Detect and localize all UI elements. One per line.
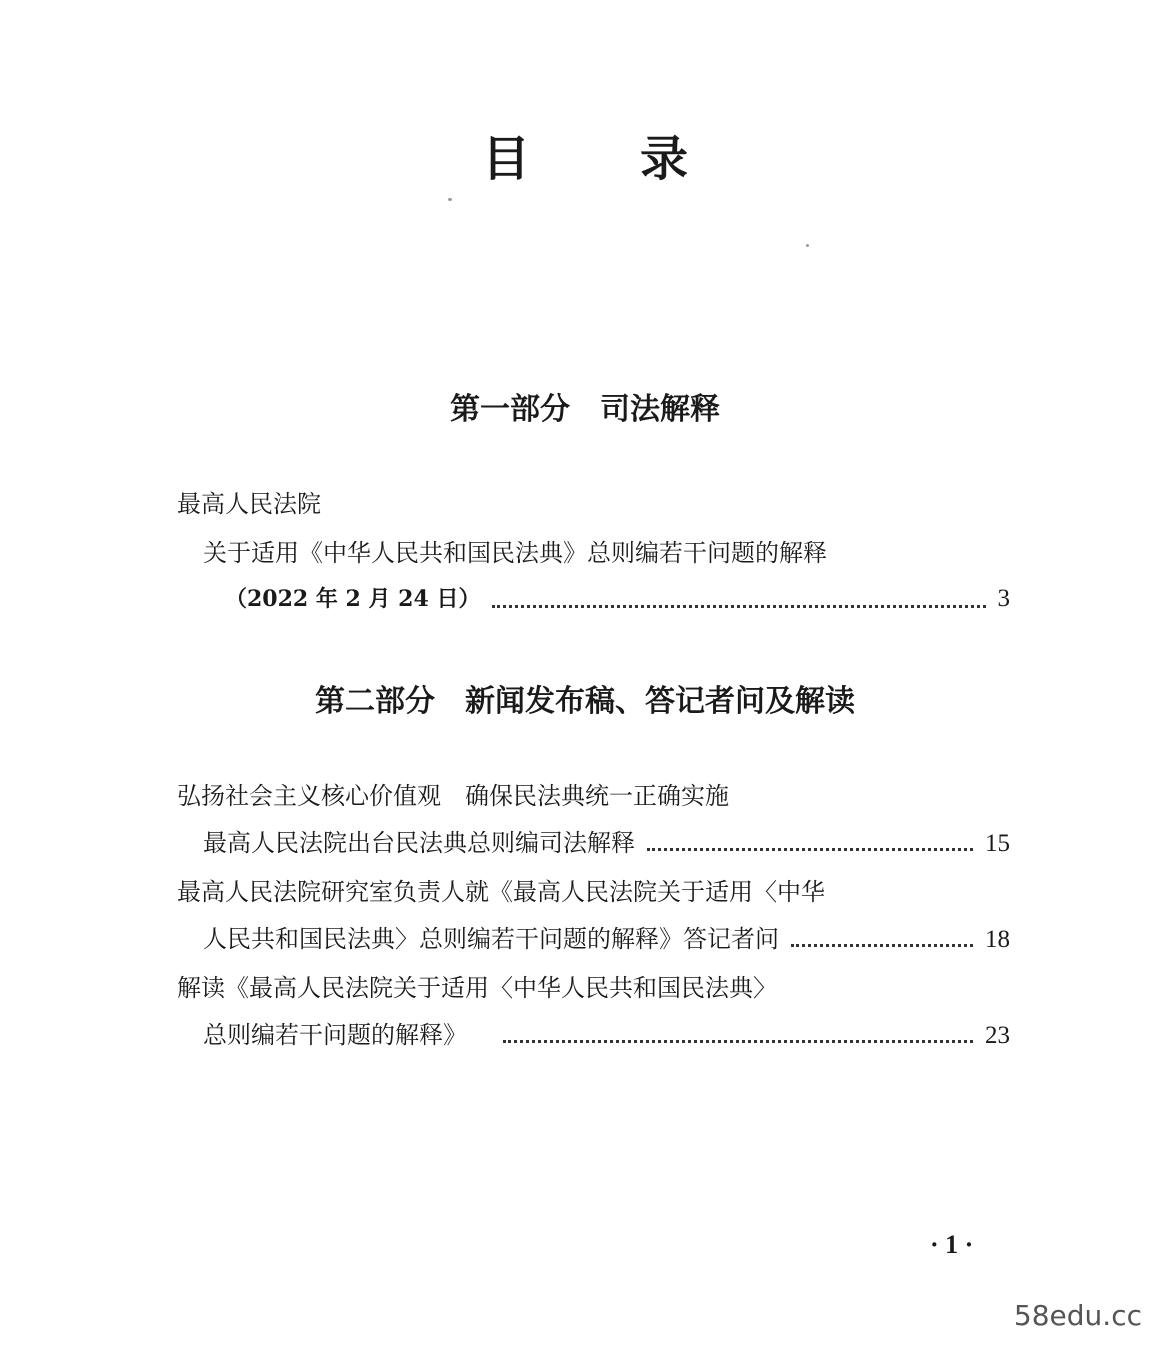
page-number: 15 bbox=[985, 830, 1010, 857]
watermark: 58edu.cc bbox=[1013, 1299, 1142, 1332]
part2-entry2-line2: 人民共和国民法典〉总则编若干问题的解释》答记者问 bbox=[203, 925, 779, 953]
part2-entry2-line1: 最高人民法院研究室负责人就《最高人民法院关于适用〈中华 bbox=[177, 878, 825, 906]
page-number: 18 bbox=[985, 926, 1010, 953]
dot-leader bbox=[791, 942, 973, 947]
scan-speck bbox=[806, 244, 809, 247]
part2-entry1-line2: 最高人民法院出台民法典总则编司法解释 bbox=[203, 829, 635, 857]
part1-entry1-line2: 关于适用《中华人民共和国民法典》总则编若干问题的解释 bbox=[203, 539, 827, 567]
page-folio: · 1 · bbox=[930, 1230, 974, 1259]
toc-entry-part2-1[interactable] bbox=[203, 823, 1010, 858]
part1-entry1-date: （2022 年 2 月 24 日） bbox=[225, 586, 481, 612]
toc-entry-part2-2[interactable] bbox=[203, 919, 1010, 954]
part1-entry1-line1: 最高人民法院 bbox=[177, 490, 321, 518]
toc-entry-part2-3[interactable] bbox=[203, 1015, 1010, 1050]
dot-leader bbox=[503, 1038, 973, 1043]
toc-title-char-2: 录 bbox=[640, 131, 689, 187]
toc-entry-part1-1[interactable] bbox=[225, 582, 1010, 613]
part1-heading: 第一部分 司法解释 bbox=[450, 392, 720, 427]
part2-entry3-line1: 解读《最高人民法院关于适用〈中华人民共和国民法典〉 bbox=[177, 974, 777, 1002]
scan-speck bbox=[448, 198, 452, 201]
dot-leader bbox=[647, 846, 973, 851]
dot-leader bbox=[492, 603, 985, 608]
part2-entry3-line2: 总则编若干问题的解释》 bbox=[203, 1021, 467, 1049]
page-number: 3 bbox=[997, 585, 1010, 612]
page-number: 23 bbox=[985, 1022, 1010, 1049]
toc-title bbox=[0, 120, 1170, 189]
part2-heading: 第二部分 新闻发布稿、答记者问及解读 bbox=[315, 684, 855, 719]
part2-entry1-line1: 弘扬社会主义核心价值观 确保民法典统一正确实施 bbox=[177, 782, 729, 810]
toc-title-char-1: 目 bbox=[481, 131, 530, 187]
